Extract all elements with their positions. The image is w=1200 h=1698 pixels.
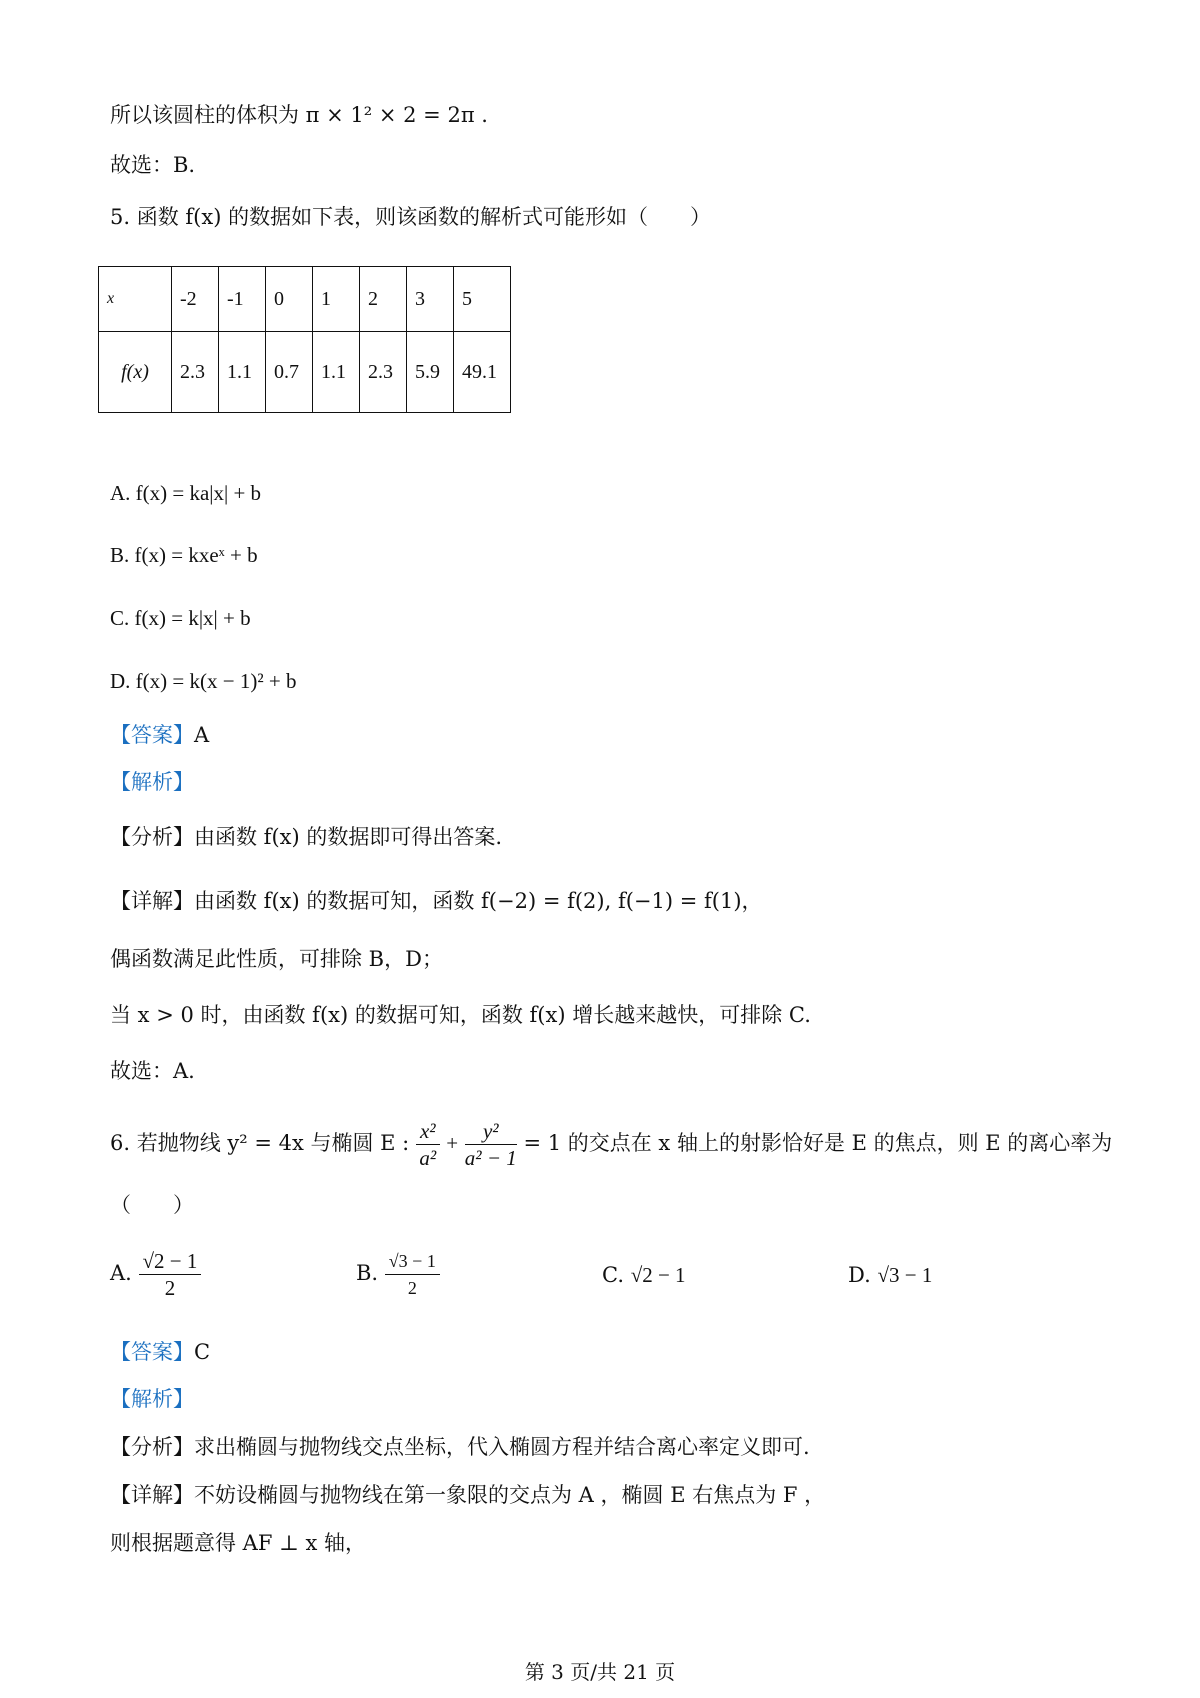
fraction-y: [465, 1118, 517, 1171]
fraction-denominator: 2: [164, 1276, 176, 1300]
option-c: [602, 1263, 686, 1288]
detail-text: 当 x > 0 时，由函数 f(x) 的数据可知，函数 f(x) 增长越来越快，可排除 C.: [110, 1003, 811, 1027]
detail-text: 【详解】不妨设椭圆与抛物线在第一象限的交点为 A ，椭圆 E 右焦点为 F ，: [110, 1483, 826, 1507]
option-label: D.: [848, 1263, 871, 1287]
fraction-denominator: a²: [419, 1146, 437, 1170]
table-cell: 5.9: [407, 332, 454, 413]
data-table: [98, 266, 511, 413]
question-6-end: = 1 的交点在 x 轴上的射影恰好是 E 的焦点，则 E 的离心率为: [523, 1131, 1113, 1155]
fraction-numerator: x²: [416, 1118, 440, 1145]
option-value: √3 − 1: [877, 1263, 933, 1287]
answer-value: A: [194, 723, 210, 747]
detail-text: 故选：A.: [110, 1059, 195, 1083]
analysis-text: 【分析】由函数 f(x) 的数据即可得出答案.: [110, 825, 503, 849]
option-b: B. f(x) = kxeˣ + b: [110, 543, 258, 567]
fraction-x: [416, 1118, 440, 1171]
detail-text: 偶函数满足此性质，可排除 B，D；: [110, 947, 443, 971]
analysis-heading: 【解析】: [110, 770, 194, 794]
table-cell: 2.3: [172, 332, 219, 413]
table-row: [99, 332, 511, 413]
answer-value: C: [194, 1340, 211, 1364]
table-cell: 1: [313, 267, 360, 332]
text-line: 所以该圆柱的体积为 π × 1² × 2 = 2π .: [110, 103, 488, 127]
table-header-cell: f(x): [99, 332, 172, 413]
question-5: 5. 函数 f(x) 的数据如下表，则该函数的解析式可能形如（ ）: [110, 205, 712, 229]
fraction-denominator: 2: [407, 1278, 417, 1298]
fraction-numerator: y²: [465, 1118, 517, 1145]
option-label: B.: [356, 1261, 379, 1285]
answer-paren: （ ）: [110, 1193, 194, 1217]
table-cell: 1.1: [313, 332, 360, 413]
table-cell: 2.3: [360, 332, 407, 413]
option-label: A.: [110, 1261, 132, 1285]
answer-5: [110, 720, 209, 750]
detail-text: 则根据题意得 AF ⊥ x 轴，: [110, 1531, 367, 1555]
page-footer: 第 3 页/共 21 页: [524, 1660, 676, 1684]
table-cell: 1.1: [219, 332, 266, 413]
analysis-text: 【分析】求出椭圆与抛物线交点坐标，代入椭圆方程并结合离心率定义即可.: [110, 1435, 810, 1459]
question-6-start: 6. 若抛物线 y² = 4x 与椭圆 E :: [110, 1131, 410, 1155]
detail-text: 【详解】由函数 f(x) 的数据可知，函数 f(−2) = f(2), f(−1) = f(1)，: [110, 889, 763, 913]
table-cell: 3: [407, 267, 454, 332]
text-line: 故选：B.: [110, 153, 196, 177]
fraction-numerator: √3 − 1: [385, 1248, 440, 1275]
analysis-heading: 【解析】: [110, 1387, 194, 1411]
option-d: D. f(x) = k(x − 1)² + b: [110, 669, 297, 693]
option-a: [110, 1248, 201, 1301]
option-fraction: [139, 1248, 202, 1301]
fraction-denominator: a² − 1: [464, 1146, 517, 1170]
fraction-numerator: √2 − 1: [139, 1248, 202, 1275]
option-value: √2 − 1: [630, 1263, 686, 1287]
table-header-cell: x: [99, 267, 172, 332]
option-b: [356, 1248, 440, 1301]
table-cell: -2: [172, 267, 219, 332]
option-d: [848, 1263, 932, 1288]
table-row: [99, 267, 511, 332]
table-cell: -1: [219, 267, 266, 332]
answer-6: [110, 1337, 210, 1367]
question-6: [110, 1113, 1112, 1173]
option-label: C.: [602, 1263, 624, 1287]
table-cell: 5: [454, 267, 511, 332]
answer-tag: 【答案】: [110, 723, 194, 747]
option-c: C. f(x) = k|x| + b: [110, 606, 251, 630]
answer-tag: 【答案】: [110, 1340, 194, 1364]
table-cell: 0.7: [266, 332, 313, 413]
table-cell: 2: [360, 267, 407, 332]
option-fraction: [385, 1248, 440, 1301]
option-a: A. f(x) = ka|x| + b: [110, 481, 262, 505]
plus-sign: +: [446, 1131, 459, 1155]
table-cell: 49.1: [454, 332, 511, 413]
table-cell: 0: [266, 267, 313, 332]
